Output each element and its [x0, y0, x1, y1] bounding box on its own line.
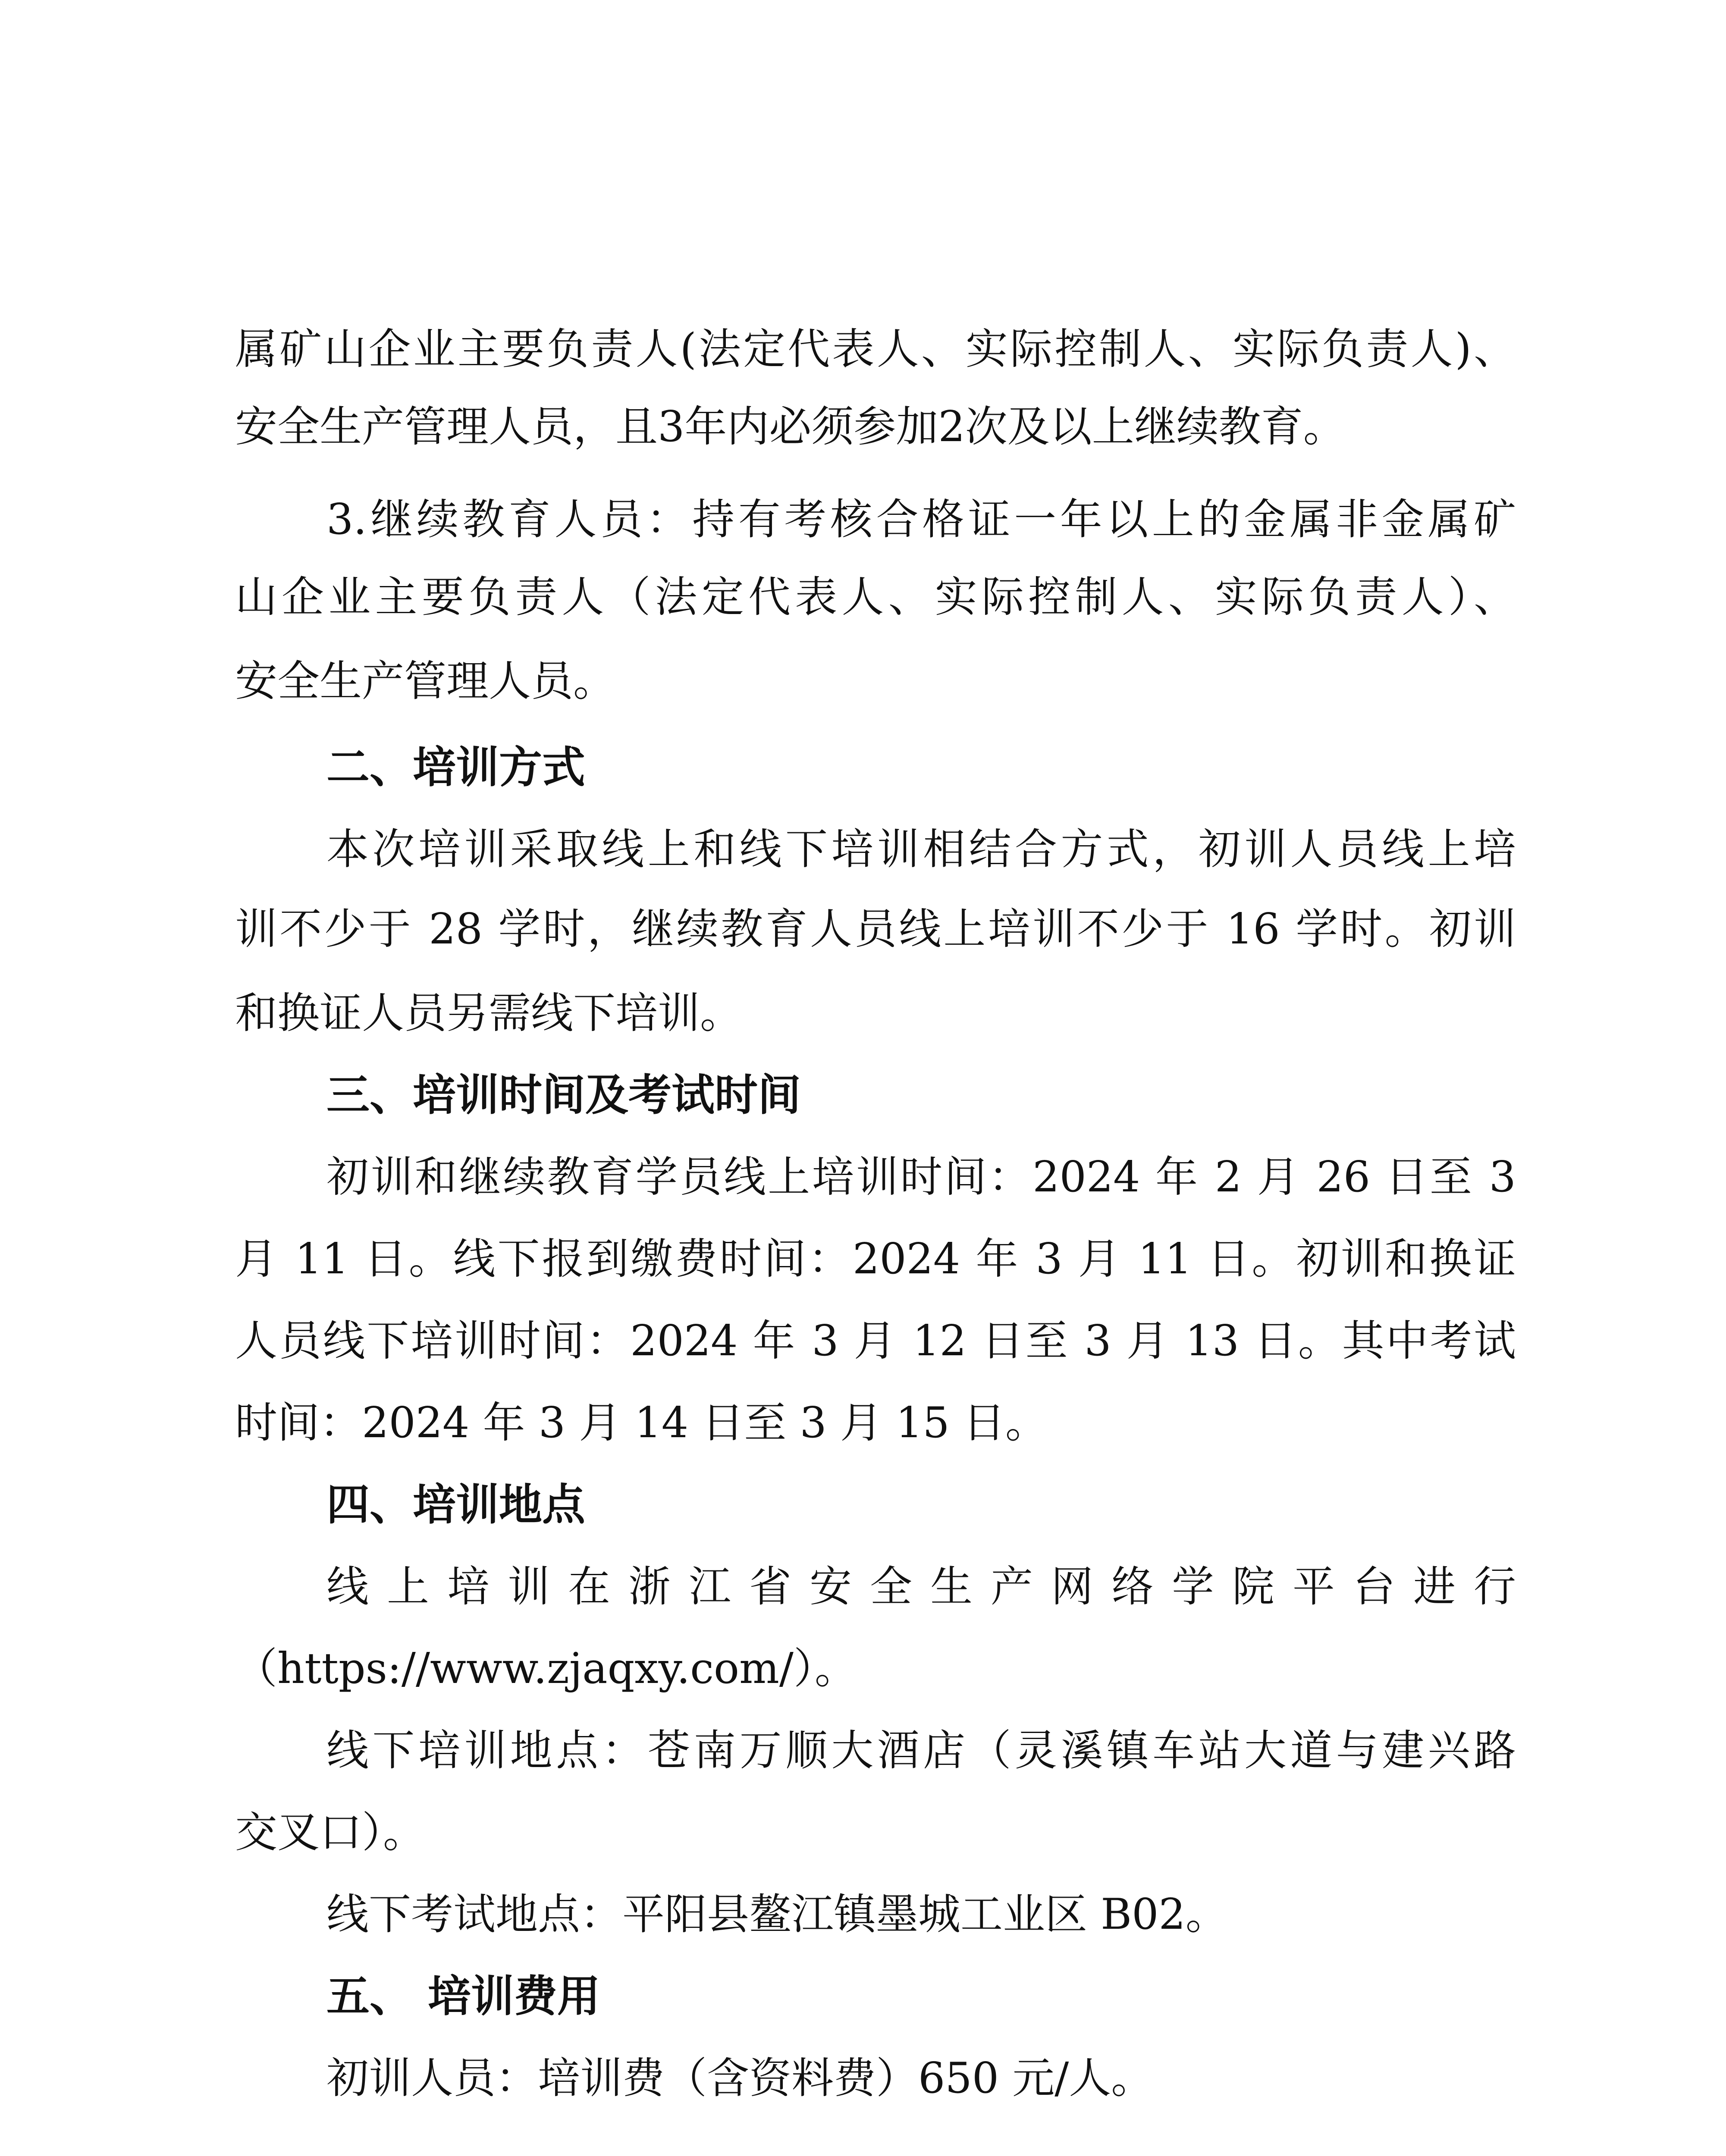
url-line: （https://www.zjaqxy.com/）。: [235, 1644, 857, 1693]
section-heading: 四、培训地点: [326, 1479, 585, 1530]
section-heading: 五、 培训费用: [326, 1971, 600, 2021]
body-text-line: 本次培训采取线上和线下培训相结合方式，初训人员线上培: [326, 825, 1516, 874]
section-heading: 二、培训方式: [326, 742, 585, 793]
body-text-line: 线下培训地点：苍南万顺大酒店（灵溪镇车站大道与建兴路: [326, 1726, 1516, 1775]
body-text-line: 初训人员：培训费（含资料费）650 元/人。: [326, 2054, 1154, 2103]
body-text-line: 人员线下培训时间：2024 年 3 月 12 日至 3 月 13 日。其中考试: [235, 1316, 1516, 1366]
body-text-line: 初训和继续教育学员线上培训时间：2024 年 2 月 26 日至 3: [326, 1153, 1516, 1202]
body-text-line: 安全生产管理人员，且3年内必须参加2次及以上继续教育。: [235, 402, 1346, 451]
body-text-line: 3.继续教育人员：持有考核合格证一年以上的金属非金属矿: [326, 495, 1516, 544]
section-heading: 三、培训时间及考试时间: [326, 1070, 801, 1120]
body-text-line: 月 11 日。线下报到缴费时间：2024 年 3 月 11 日。初训和换证: [235, 1235, 1516, 1284]
body-text-line: 和换证人员另需线下培训。: [235, 989, 743, 1038]
body-text-line: 山企业主要负责人（法定代表人、实际控制人、实际负责人）、: [235, 573, 1516, 622]
body-text-line: 时间：2024 年 3 月 14 日至 3 月 15 日。: [235, 1398, 1048, 1448]
body-text-line: 交叉口）。: [235, 1808, 426, 1857]
body-text-line: 线下考试地点：平阳县鳌江镇墨城工业区 B02。: [326, 1890, 1228, 1939]
body-text-line: 属矿山企业主要负责人(法定代表人、实际控制人、实际负责人)、: [235, 325, 1516, 374]
body-text-line: 安全生产管理人员。: [235, 657, 616, 706]
body-text-line: 线 上 培 训 在 浙 江 省 安 全 生 产 网 络 学 院 平 台 进 行: [326, 1562, 1516, 1611]
body-text-line: 训不少于 28 学时，继续教育人员线上培训不少于 16 学时。初训: [235, 905, 1516, 954]
